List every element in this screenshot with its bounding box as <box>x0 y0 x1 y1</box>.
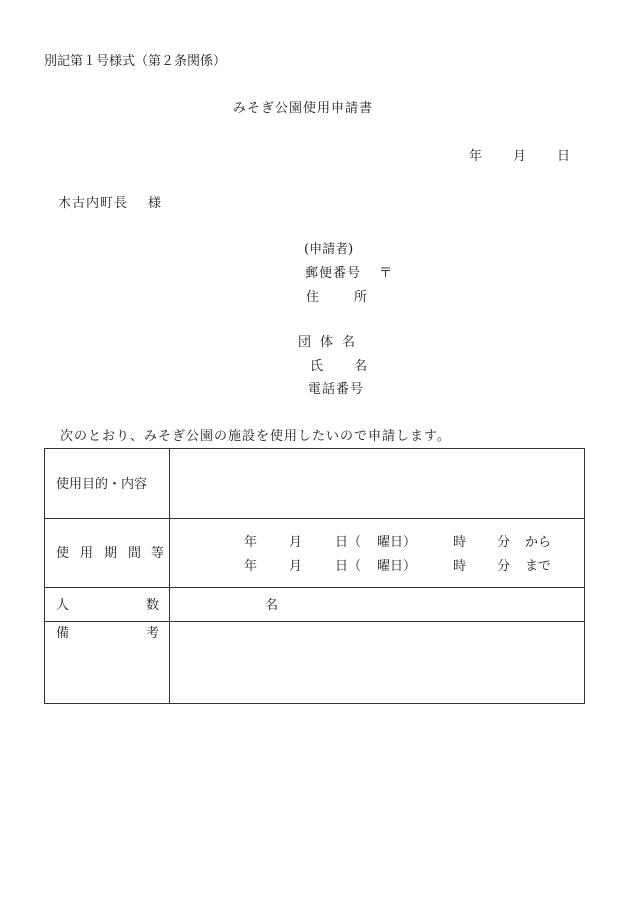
period-label-char-2: 用 <box>80 546 94 561</box>
purpose-input-cell[interactable] <box>170 449 585 519</box>
period-label-char-4: 間 <box>128 546 142 561</box>
period-end-day: 日（ <box>335 559 362 574</box>
document-title: みそぎ公園使用申請書 <box>233 101 374 116</box>
people-label-cell <box>45 588 170 622</box>
postal-mark: 〒 <box>379 266 393 281</box>
people-input-cell[interactable] <box>170 588 585 622</box>
date-year-label: 年 <box>469 149 483 164</box>
applicant-heading: (申請者) <box>304 242 354 257</box>
period-start-weekday: 曜日） <box>377 535 417 550</box>
period-label-cell <box>45 519 170 588</box>
address-label-char-1: 住 <box>306 290 320 305</box>
remarks-label-char-1: 備 <box>56 626 70 641</box>
remarks-input-cell[interactable] <box>170 622 585 704</box>
remarks-label-cell <box>45 622 170 704</box>
addressee-name: 木古内町長 <box>58 196 129 211</box>
period-end-month: 月 <box>289 559 303 574</box>
phone-label: 電話番号 <box>308 382 365 397</box>
date-month-label: 月 <box>513 149 527 164</box>
remarks-label-char-2: 考 <box>146 626 160 641</box>
purpose-label: 使用目的・内容 <box>56 477 148 492</box>
group-label-char-1: 団 <box>298 335 312 350</box>
period-end-minute: 分 <box>497 559 511 574</box>
people-label-char-1: 人 <box>56 598 70 613</box>
date-day-label: 日 <box>557 149 571 164</box>
purpose-row <box>45 449 585 519</box>
period-start-month: 月 <box>289 535 303 550</box>
period-row <box>45 519 585 588</box>
period-label-char-5: 等 <box>151 546 165 561</box>
period-label-char-3: 期 <box>104 546 118 561</box>
remarks-row <box>45 622 585 704</box>
period-end-weekday: 曜日） <box>377 559 417 574</box>
period-input-cell[interactable] <box>170 519 585 588</box>
application-form-table <box>44 448 585 704</box>
period-start-minute: 分 <box>497 535 511 550</box>
period-start-suffix: から <box>525 535 552 550</box>
period-end-suffix: まで <box>525 559 552 574</box>
postal-code-label: 郵便番号 <box>305 266 362 281</box>
people-unit: 名 <box>265 598 279 613</box>
period-end-year: 年 <box>244 559 258 574</box>
group-label-char-2: 体 <box>320 335 334 350</box>
addressee-honorific: 様 <box>148 196 162 211</box>
people-row <box>45 588 585 622</box>
name-label-char-2: 名 <box>354 359 368 374</box>
form-number: 別記第１号様式（第２条関係） <box>44 54 227 69</box>
purpose-label-cell <box>45 449 170 519</box>
people-label-char-2: 数 <box>146 598 160 613</box>
application-statement: 次のとおり、みそぎ公園の施設を使用したいので申請します。 <box>60 429 451 444</box>
period-end-hour: 時 <box>453 559 467 574</box>
group-label-char-3: 名 <box>342 335 356 350</box>
address-label-char-2: 所 <box>354 290 368 305</box>
period-start-hour: 時 <box>453 535 467 550</box>
name-label-char-1: 氏 <box>310 359 324 374</box>
period-start-day: 日（ <box>335 535 362 550</box>
period-start-year: 年 <box>244 535 258 550</box>
period-label-char-1: 使 <box>56 546 70 561</box>
